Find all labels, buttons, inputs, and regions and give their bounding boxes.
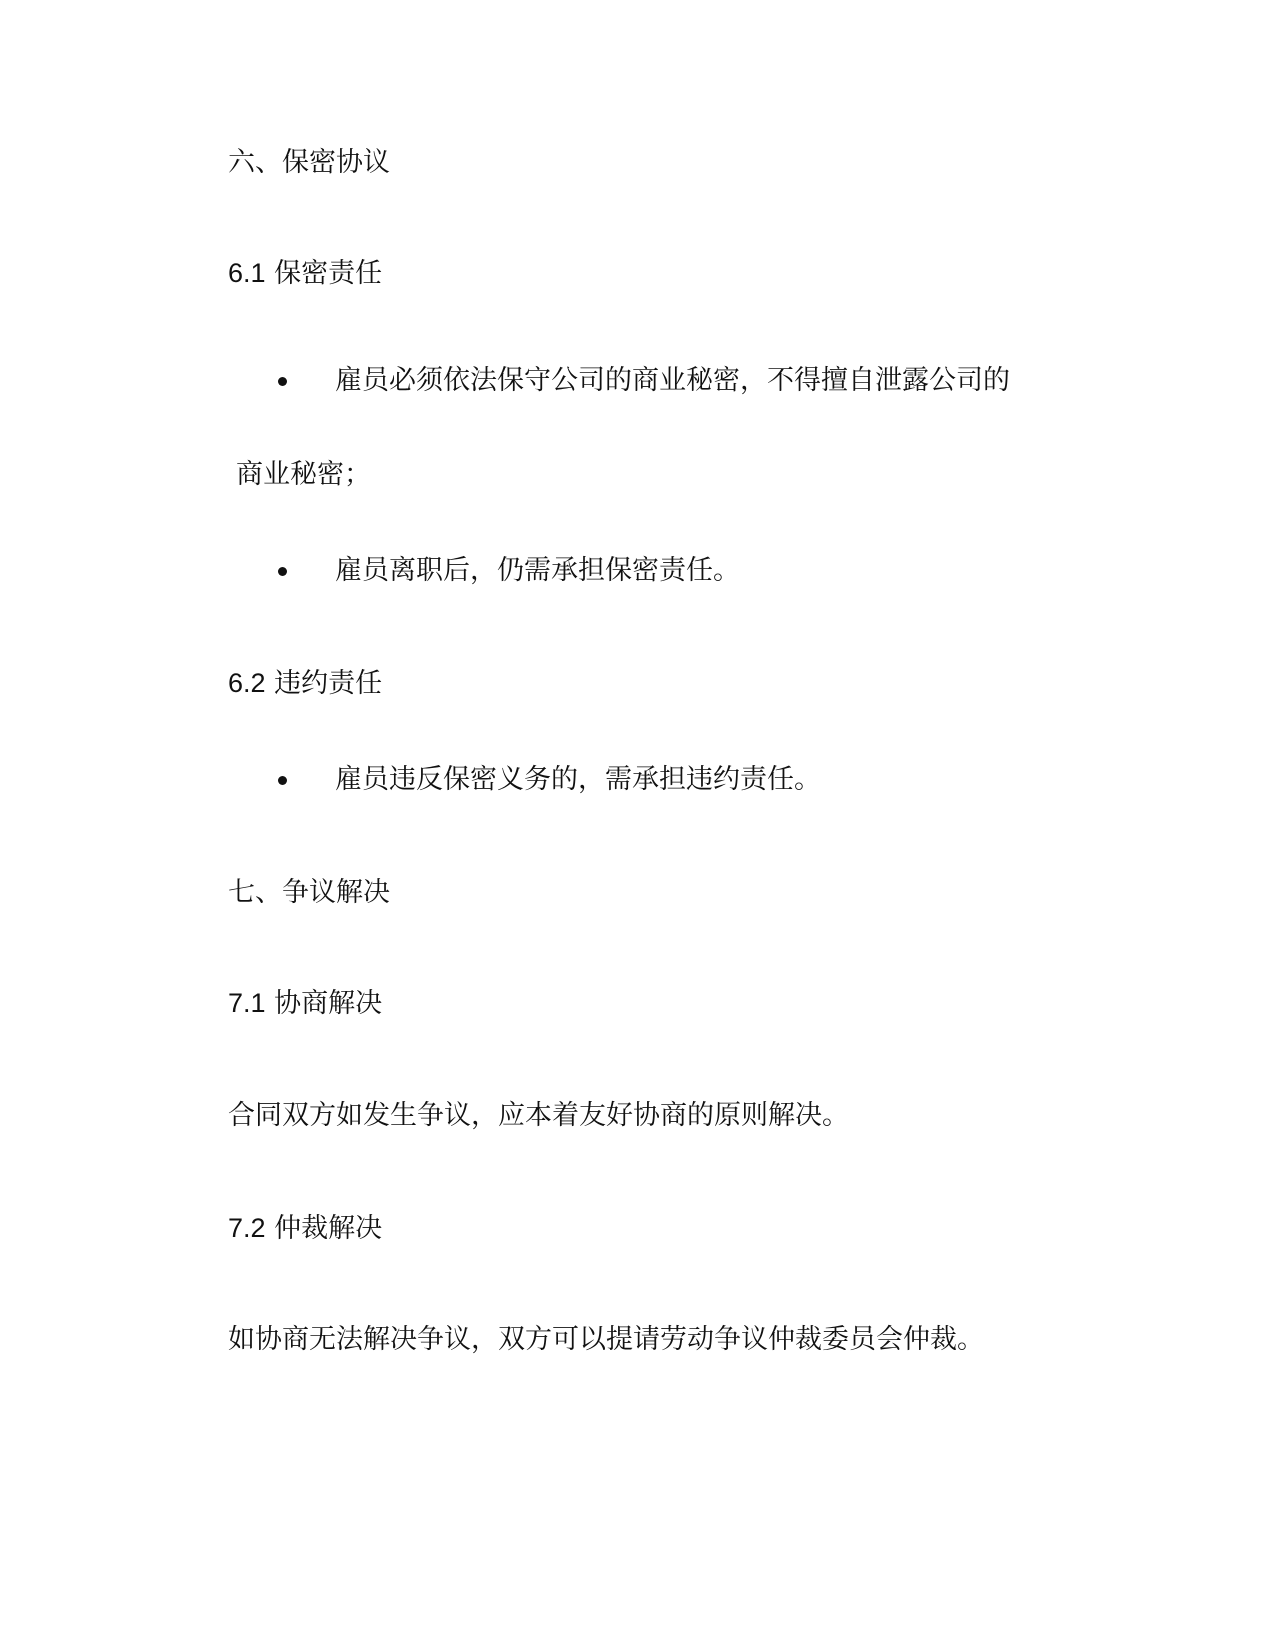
clause-7-1-heading bbox=[228, 985, 382, 1022]
section-6-heading: 六、保密协议 bbox=[228, 147, 390, 178]
clause-7-1-body: 合同双方如发生争议，应本着友好协商的原则解决。 bbox=[228, 1100, 849, 1131]
bullet-icon bbox=[278, 567, 287, 576]
bullet-icon bbox=[278, 377, 287, 386]
clause-7-2-heading bbox=[228, 1210, 382, 1247]
clause-7-1-number: 7.1 bbox=[228, 988, 266, 1018]
clause-6-1-number: 6.1 bbox=[228, 258, 266, 288]
clause-6-1-bullet-1-line-2: 商业秘密； bbox=[236, 459, 371, 490]
clause-6-2-number: 6.2 bbox=[228, 668, 266, 698]
clause-7-2-number: 7.2 bbox=[228, 1213, 266, 1243]
section-7-heading: 七、争议解决 bbox=[228, 877, 390, 908]
clause-6-1-title: 保密责任 bbox=[274, 258, 383, 289]
clause-7-2-body: 如协商无法解决争议，双方可以提请劳动争议仲裁委员会仲裁。 bbox=[228, 1324, 984, 1355]
clause-7-1-title: 协商解决 bbox=[274, 988, 383, 1019]
bullet-icon bbox=[278, 776, 287, 785]
clause-6-2-heading bbox=[228, 665, 382, 702]
clause-6-2-bullet-1: 雇员违反保密义务的，需承担违约责任。 bbox=[335, 764, 821, 795]
clause-6-1-heading bbox=[228, 255, 382, 292]
clause-6-1-bullet-2: 雇员离职后，仍需承担保密责任。 bbox=[335, 555, 740, 586]
clause-7-2-title: 仲裁解决 bbox=[274, 1213, 383, 1244]
clause-6-1-bullet-1-line-1: 雇员必须依法保守公司的商业秘密，不得擅自泄露公司的 bbox=[335, 365, 1010, 396]
clause-6-2-title: 违约责任 bbox=[274, 668, 383, 699]
